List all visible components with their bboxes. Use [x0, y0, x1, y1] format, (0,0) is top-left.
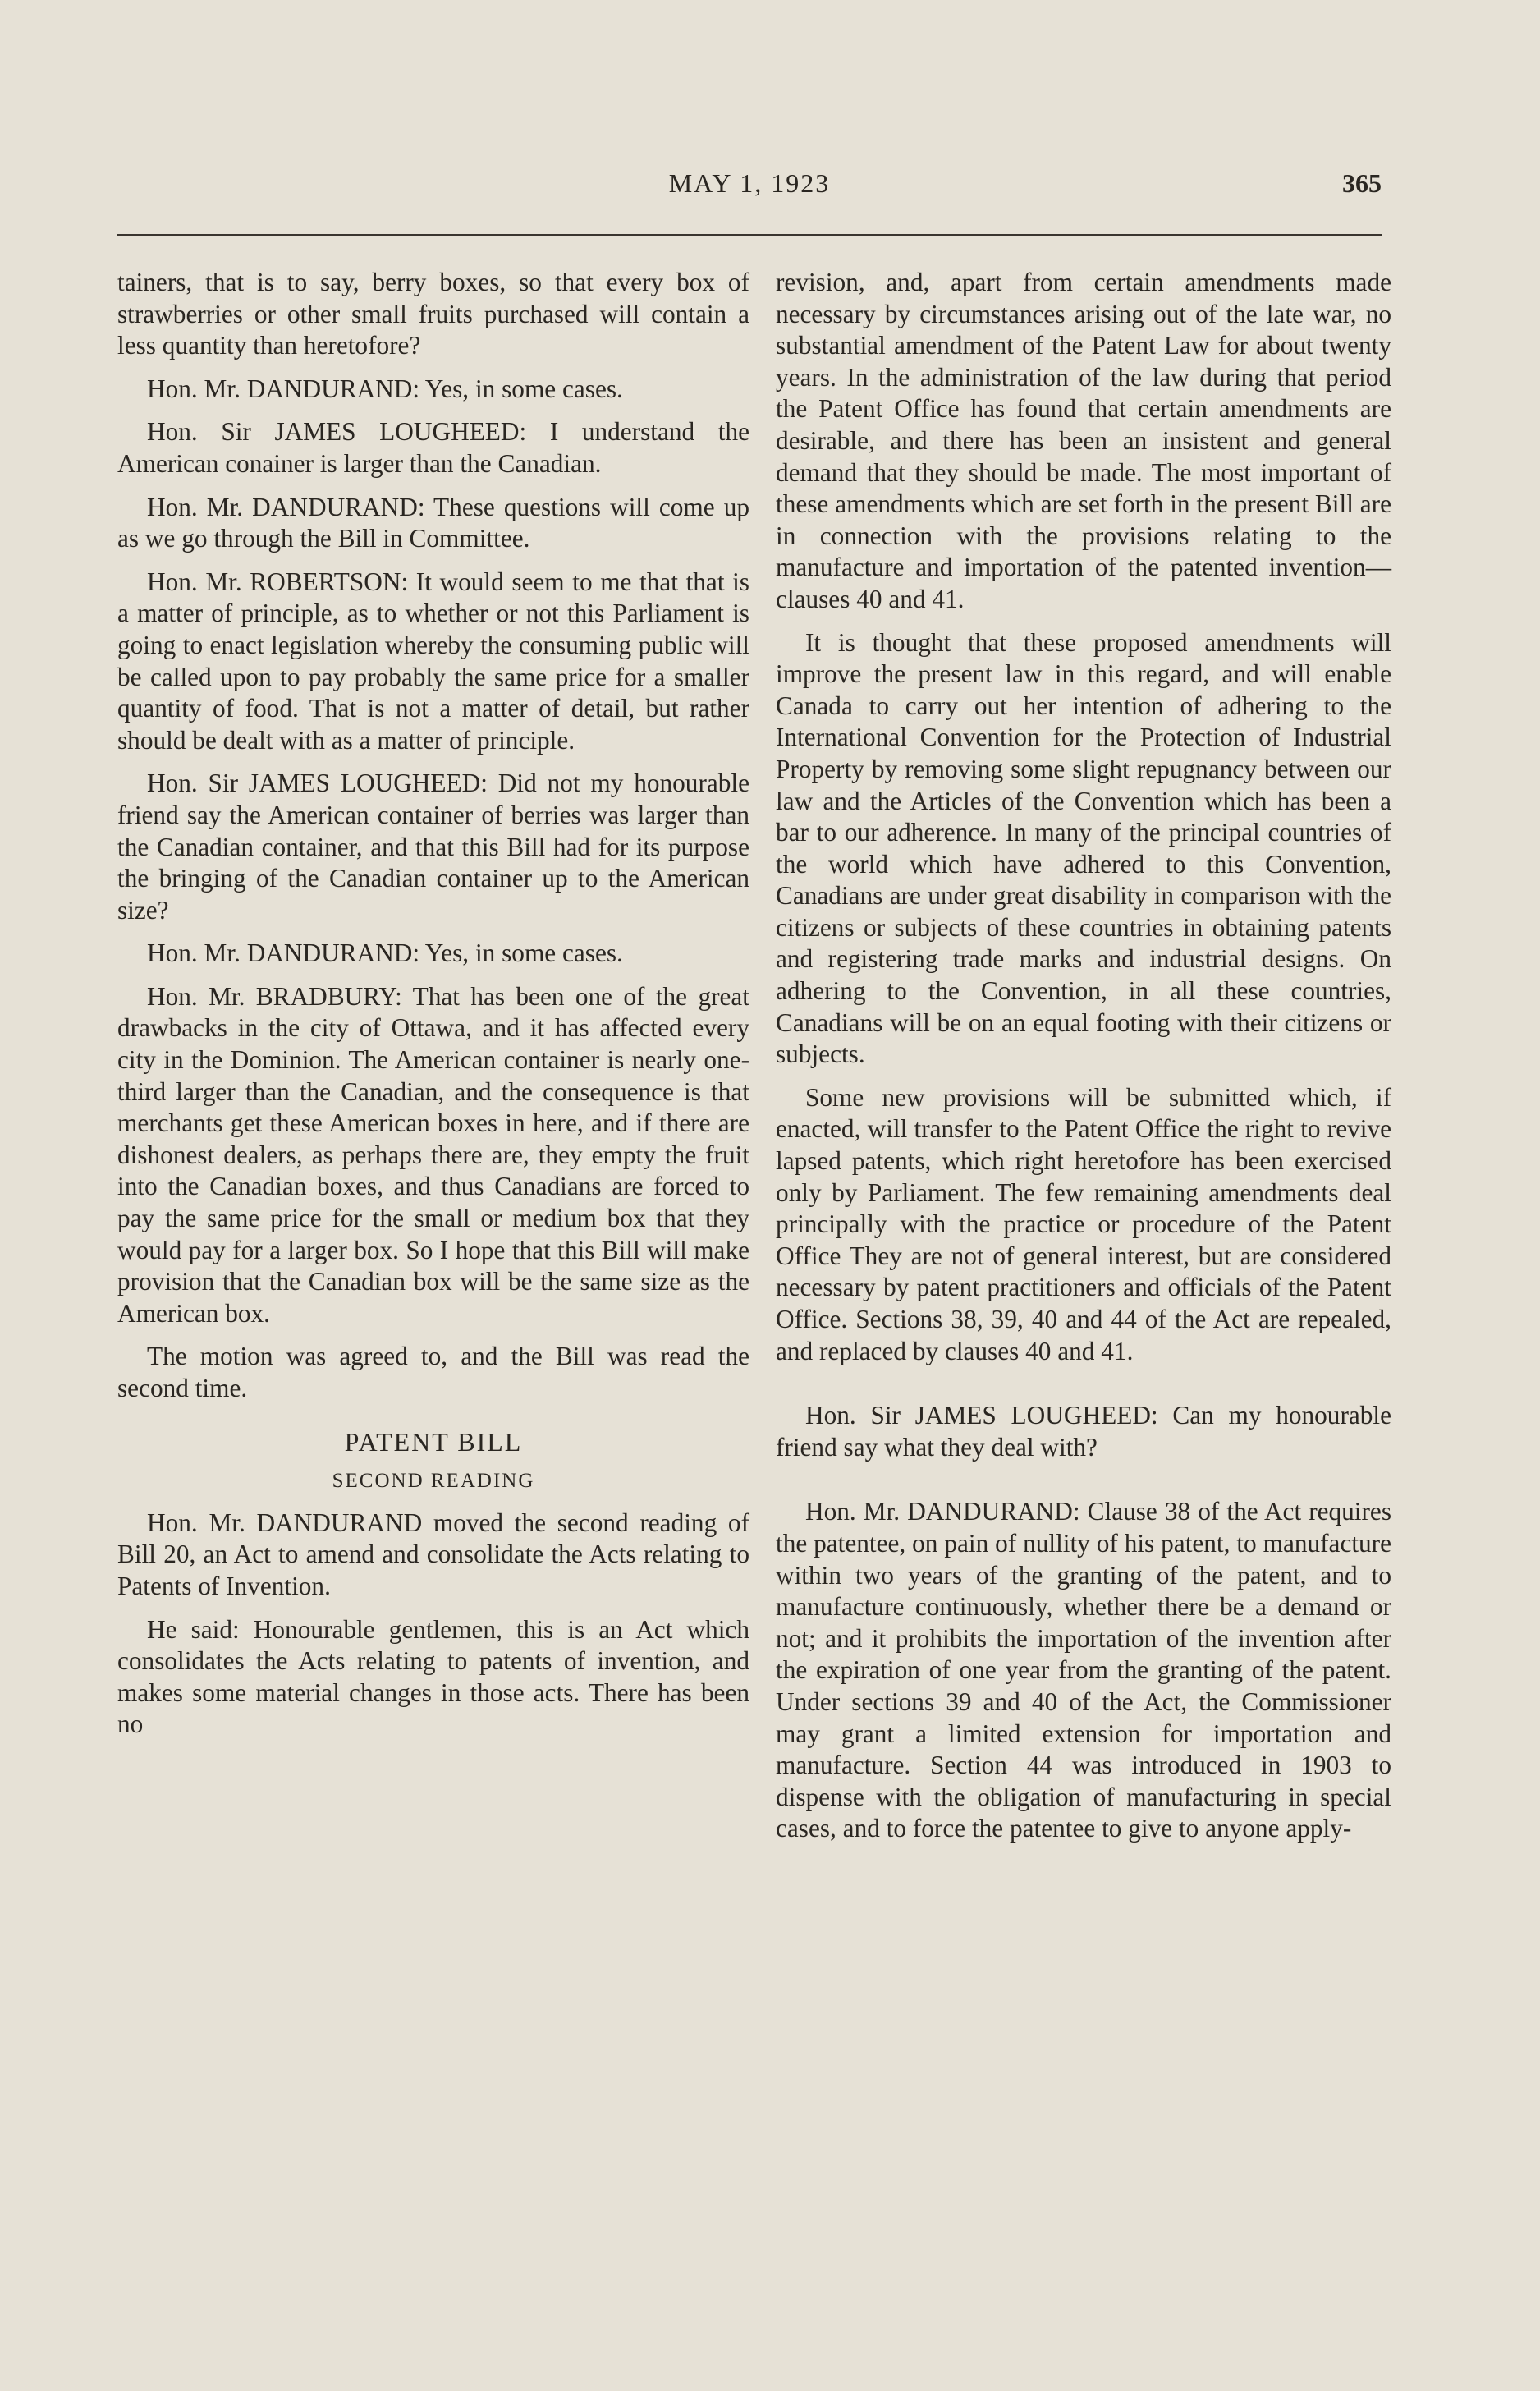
section-heading: PATENT BILL	[344, 1426, 523, 1457]
paragraph: Hon. Sir JAMES LOUGHEED: Can my honourable friend say what they deal with?	[776, 1401, 1391, 1462]
paragraph: The motion was agreed to, and the Bill was read the second time.	[117, 1342, 749, 1402]
paragraph: Hon. Mr. DANDURAND: Yes, in some cases.	[147, 374, 623, 403]
page-header	[117, 168, 1382, 218]
paragraph: Hon. Sir JAMES LOUGHEED: Did not my honourable friend say the American container of berries was larger than the Canadian container, and that this Bill had for its purpose the bringing of the Canadian container up to the American size?	[117, 769, 749, 925]
paragraph: Hon. Mr. DANDURAND moved the second reading of Bill 20, an Act to amend and consolidate the Acts relating to Patents of Invention.	[117, 1508, 749, 1600]
header-rule	[117, 234, 1382, 236]
page-date: MAY 1, 1923	[668, 168, 831, 198]
column-gap	[776, 1475, 1391, 1496]
paragraph: Hon. Sir JAMES LOUGHEED: I understand the American conainer is larger than the Canadian.	[117, 417, 749, 478]
paragraph: Hon. Mr. DANDURAND: These questions will come up as we go through the Bill in Committee.	[117, 492, 749, 553]
paragraph: Hon. Mr. BRADBURY: That has been one of the great drawbacks in the city of Ottawa, and it has affected every city in the Dominion. The American container is nearly one-third larger than the Canadian, and the consequence is that merchants get these American boxes in here, and if there are dishonest dealers, as perhaps there are, they empty the fruit into the Canadian boxes, and thus Canadians are forced to pay the same price for the small or medium box that they would pay for a larger box. So I hope that this Bill will make provision that the Canadian box will be the same size as the American box.	[117, 981, 749, 1328]
paragraph: Hon. Mr. ROBERTSON: It would seem to me that that is a matter of principle, as to whether or not this Parliament is going to enact legislation whereby the consuming public will be called upon to pay probably the same price for a smaller quantity of food. That is not a matter of detail, but rather should be dealt with as a matter of principle.	[117, 567, 749, 755]
paragraph: revision, and, apart from certain amendments made necessary by circumstances arising out of the late war, no substantial amendment of the Patent Law for about twenty years. In the administration of the law during that period the Patent Office has found that certain amendments are desirable, and there has been an insistent and general demand that they should be made. The most important of these amendments which are set forth in the present Bill are in connection with the provisions relating to the manufacture and importation of the patented invention—clauses 40 and 41.	[776, 268, 1391, 613]
paragraph: Some new provisions will be submitted which, if enacted, will transfer to the Patent Office the right to revive lapsed patents, which right heretofore has been exercised only by Parliament. The few remaining amendments deal principally with the practice or procedure of the Patent Office They are not of general interest, but are considered necessary by patent practitioners and officials of the Patent Office. Sections 38, 39, 40 and 44 of the Act are repealed, and replaced by clauses 40 and 41.	[776, 1082, 1391, 1365]
paragraph: It is thought that these proposed amendments will improve the present law in this regard, and will enable Canada to carry out her intention of adhering to the International Convention for the Protection of Industrial Property by removing some slight repugnancy between our law and the Articles of the Convention which has been a bar to our adherence. In many of the principal countries of the world which have adhered to this Convention, Canadians are under great disability in comparison with the citizens or subjects of these countries in obtaining patents and registering trade marks and industrial designs. On adhering to the Convention, in all these countries, Canadians will be on an equal footing with their citizens or subjects.	[776, 627, 1391, 1069]
paragraph: Hon. Mr. DANDURAND: Yes, in some cases.	[147, 939, 623, 968]
right-column	[776, 267, 1391, 1856]
paragraph: tainers, that is to say, berry boxes, so that every box of strawberries or other small fruits purchased will contain a less quantity than heretofore?	[117, 268, 749, 360]
section-subheading: SECOND READING	[332, 1470, 535, 1493]
paragraph: He said: Honourable gentlemen, this is an Act which consolidates the Acts relating to patents of invention, and makes some material changes in those acts. There has been no	[117, 1614, 749, 1739]
paragraph: Hon. Mr. DANDURAND: Clause 38 of the Act requires the patentee, on pain of nullity of his patent, to manufacture within two years of the granting of the patent, and to manufacture continuously, whether there be a demand or not; and it prohibits the importation of the invention after the expiration of one year from the granting of the patent. Under sections 39 and 40 of the Act, the Commissioner may grant a limited extension for importation and manufacture. Section 44 was introduced in 1903 to dispense with the obligation of manufacturing in special cases, and to force the patentee to give to anyone apply-	[776, 1497, 1391, 1843]
page-number: 365	[1342, 168, 1382, 198]
left-column	[117, 267, 749, 1752]
column-gap	[776, 1379, 1391, 1400]
